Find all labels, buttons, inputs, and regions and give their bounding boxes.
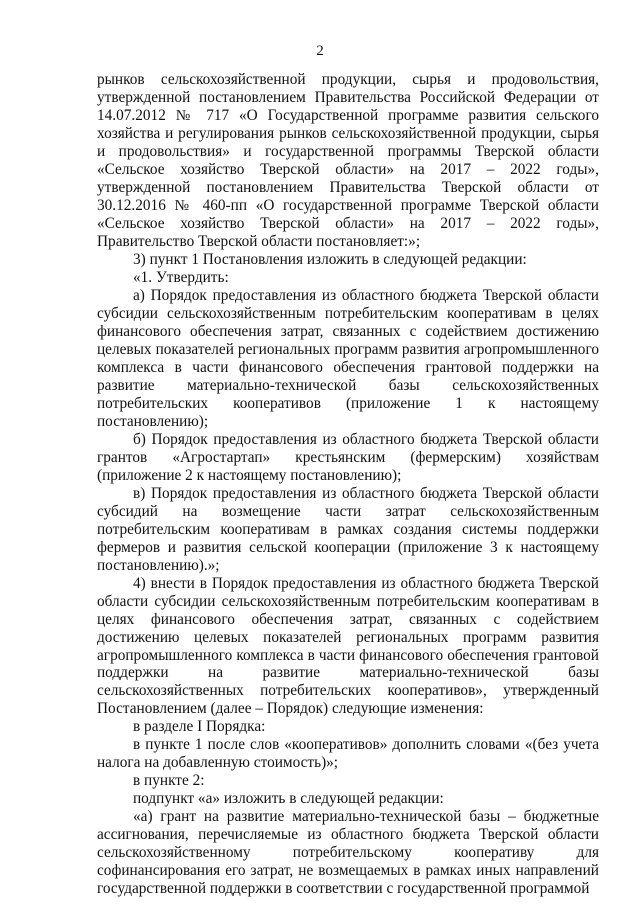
paragraph-1: рынков сельскохозяйственной продукции, сырья и продовольствия, утвержденной постановлением Правительства Российской Федерации от 14.07.2012 № 717 «О Государственной программе развития сельского хозяйства и регулирования рынков сельскохозяйственной продукции, сырья и продовольствия» и государственной программы Тверской области «Сельское хозяйство Тверской области» на 2017 – 2022 годы», утвержденной постановлением Правительства Тверской области от 30.12.2016 № 460-пп «О государственной программе Тверской области «Сельское хозяйство Тверской области» на 2017 – 2022 годы», Правительство Тверской области постановляет:»; [97,71,599,250]
paragraph-9: в пункте 1 после слов «кооперативов» дополнить словами «(без учета налога на добавленную стоимость)»; [97,736,599,772]
paragraph-12: «а) грант на развитие материально-технической базы – бюджетные ассигнования, перечисляемые из областного бюджета Тверской области сельскохозяйственному потребительскому кооперативу для софинансирования его затрат, не возмещаемых в рамках иных направлений государственной поддержки в соответствии с государственной программой [97,808,599,898]
paragraph-10: в пункте 2: [133,772,205,790]
paragraph-8: в разделе I Порядка: [133,718,266,736]
paragraph-4: а) Порядок предоставления из областного бюджета Тверской области субсидии сельскохозяйственным потребительским кооперативам в целях финансового обеспечения затрат, связанных с содействием достижению целевых показателей региональных программ развития агропромышленного комплекса в части финансового обеспечения грантовой поддержки на развитие материально-технической базы сельскохозяйственных потребительских кооперативов (приложение 1 к настоящему постановлению); [97,286,599,430]
document-body [97,71,599,898]
paragraph-5: б) Порядок предоставления из областного бюджета Тверской области грантов «Агростартап» крестьянским (фермерским) хозяйствам (приложение 2 к настоящему постановлению); [97,430,599,484]
paragraph-6: в) Порядок предоставления из областного бюджета Тверской области субсидий на возмещение части затрат сельскохозяйственным потребительским кооперативам в рамках создания системы поддержки фермеров и развития сельской кооперации (приложение 3 к настоящему постановлению).»; [97,484,599,574]
paragraph-3: «1. Утвердить: [133,268,229,286]
page-number: 2 [316,43,324,59]
paragraph-2: 3) пункт 1 Постановления изложить в следующей редакции: [133,250,527,268]
paragraph-7: 4) внести в Порядок предоставления из областного бюджета Тверской области субсидии сельскохозяйственным потребительским кооперативам в целях финансового обеспечения затрат, связанных с содействием достижению целевых показателей региональных программ развития агропромышленного комплекса в части финансового обеспечения грантовой поддержки на развитие материально-технической базы сельскохозяйственных потребительских кооперативов», утвержденный Постановлением (далее – Порядок) следующие изменения: [97,574,599,718]
paragraph-11: подпункт «а» изложить в следующей редакции: [133,790,444,808]
